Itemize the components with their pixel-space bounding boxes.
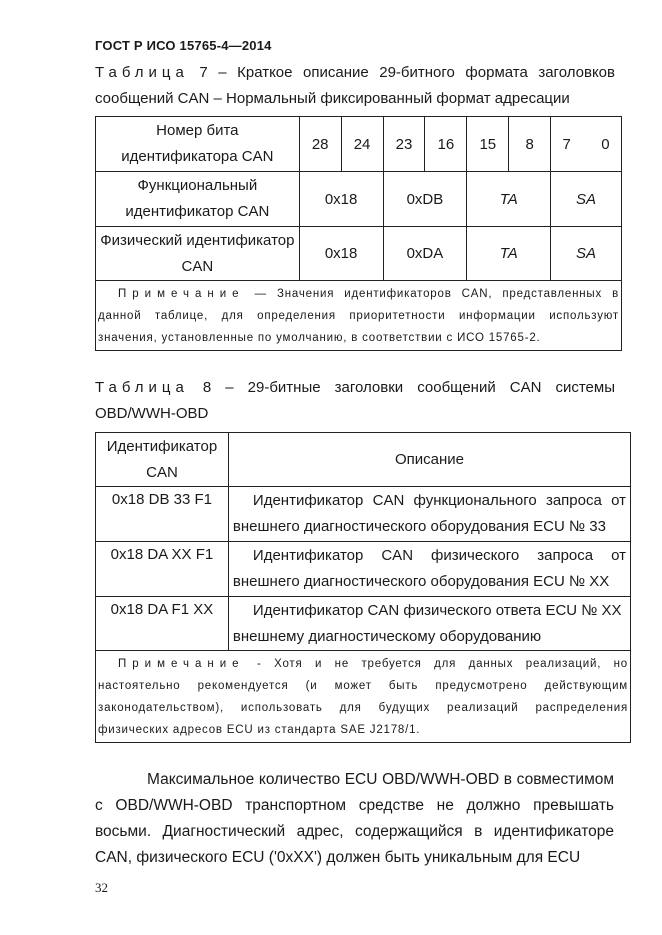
- description-cell: Идентификатор CAN физического ответа ECU № XX внешнему диагностическому оборудованию: [228, 597, 630, 651]
- bit-label: 0: [601, 135, 610, 153]
- bit-label: 23: [383, 117, 425, 172]
- bit-label: 24: [341, 117, 383, 172]
- note-word: Примечание: [118, 657, 245, 670]
- table7-note: [96, 281, 622, 351]
- can-id-cell: 0x18 DA F1 XX: [96, 597, 229, 651]
- can-id-cell: 0x18 DA XX F1: [96, 542, 229, 597]
- note-word: Примечание: [118, 287, 245, 300]
- table7: [95, 116, 622, 351]
- table7-caption-word: Таблица: [95, 64, 189, 81]
- description-cell: Идентификатор CAN физического запроса от внешнего диагностического оборудования ECU № XX: [228, 542, 630, 597]
- col-header-id: Идентификатор CAN: [96, 433, 229, 487]
- table-cell: SA: [551, 172, 622, 227]
- table7-caption-text: 7 – Краткое описание 29-битного формата заголовков сообщений CAN – Нормальный фиксированный формат адресации: [95, 64, 615, 107]
- table-row: [96, 542, 631, 597]
- bit-label-pair: [551, 117, 622, 172]
- row-label: Физический идентификатор CAN: [96, 227, 300, 281]
- table8-caption-word: Таблица: [95, 379, 189, 396]
- note-text: — Значения идентификаторов CAN, представленных в данной таблице, для определения приоритетности информации используют значения, установленные по умолчанию, в соответствии с ИСО 15765-2.: [98, 287, 619, 344]
- table-cell: 0x18: [299, 227, 383, 281]
- table8-caption-text: 8 – 29-битные заголовки сообщений CAN системы OBD/WWH-OBD: [95, 379, 615, 422]
- table-row: [96, 227, 622, 281]
- bit-label: 7: [562, 135, 571, 153]
- table-cell: TA: [467, 172, 551, 227]
- table-row: [96, 597, 631, 651]
- note-text: - Хотя и не требуется для данных реализаций, но настоятельно рекомендуется (и может быть предусмотрено действующим законодательством), использовать для будущих реализаций распределения физических адресов ECU из стандарта SAE J2178/1.: [98, 657, 628, 736]
- document-header: ГОСТ Р ИСО 15765-4—2014: [95, 38, 272, 53]
- table-cell: 0xDB: [383, 172, 467, 227]
- table8: [95, 432, 631, 743]
- can-id-cell: 0x18 DB 33 F1: [96, 487, 229, 542]
- table-cell: TA: [467, 227, 551, 281]
- bit-label: 8: [509, 117, 551, 172]
- table8-caption: [95, 375, 615, 427]
- table-row: [96, 172, 622, 227]
- bit-label: 15: [467, 117, 509, 172]
- row-label: Функциональный идентификатор CAN: [96, 172, 300, 227]
- description-cell: Идентификатор CAN функционального запроса от внешнего диагностического оборудования ECU № 33: [228, 487, 630, 542]
- table7-caption: [95, 60, 615, 112]
- bit-number-header: Номер бита идентификатора CAN: [96, 117, 300, 172]
- table-row: [96, 487, 631, 542]
- bit-label: 16: [425, 117, 467, 172]
- body-paragraph: Максимальное количество ECU OBD/WWH-OBD в совместимом с OBD/WWH-OBD транспортном средстве не должно превышать восьми. Диагностический адрес, содержащийся в идентификаторе CAN, физического ECU ('0xXX') должен быть уникальным для ECU: [95, 771, 614, 866]
- table-cell: 0x18: [299, 172, 383, 227]
- table-cell: 0xDA: [383, 227, 467, 281]
- bit-label: 28: [299, 117, 341, 172]
- table8-note: [96, 651, 631, 743]
- table-cell: SA: [551, 227, 622, 281]
- col-header-description: Описание: [228, 433, 630, 487]
- page-number: 32: [95, 880, 108, 895]
